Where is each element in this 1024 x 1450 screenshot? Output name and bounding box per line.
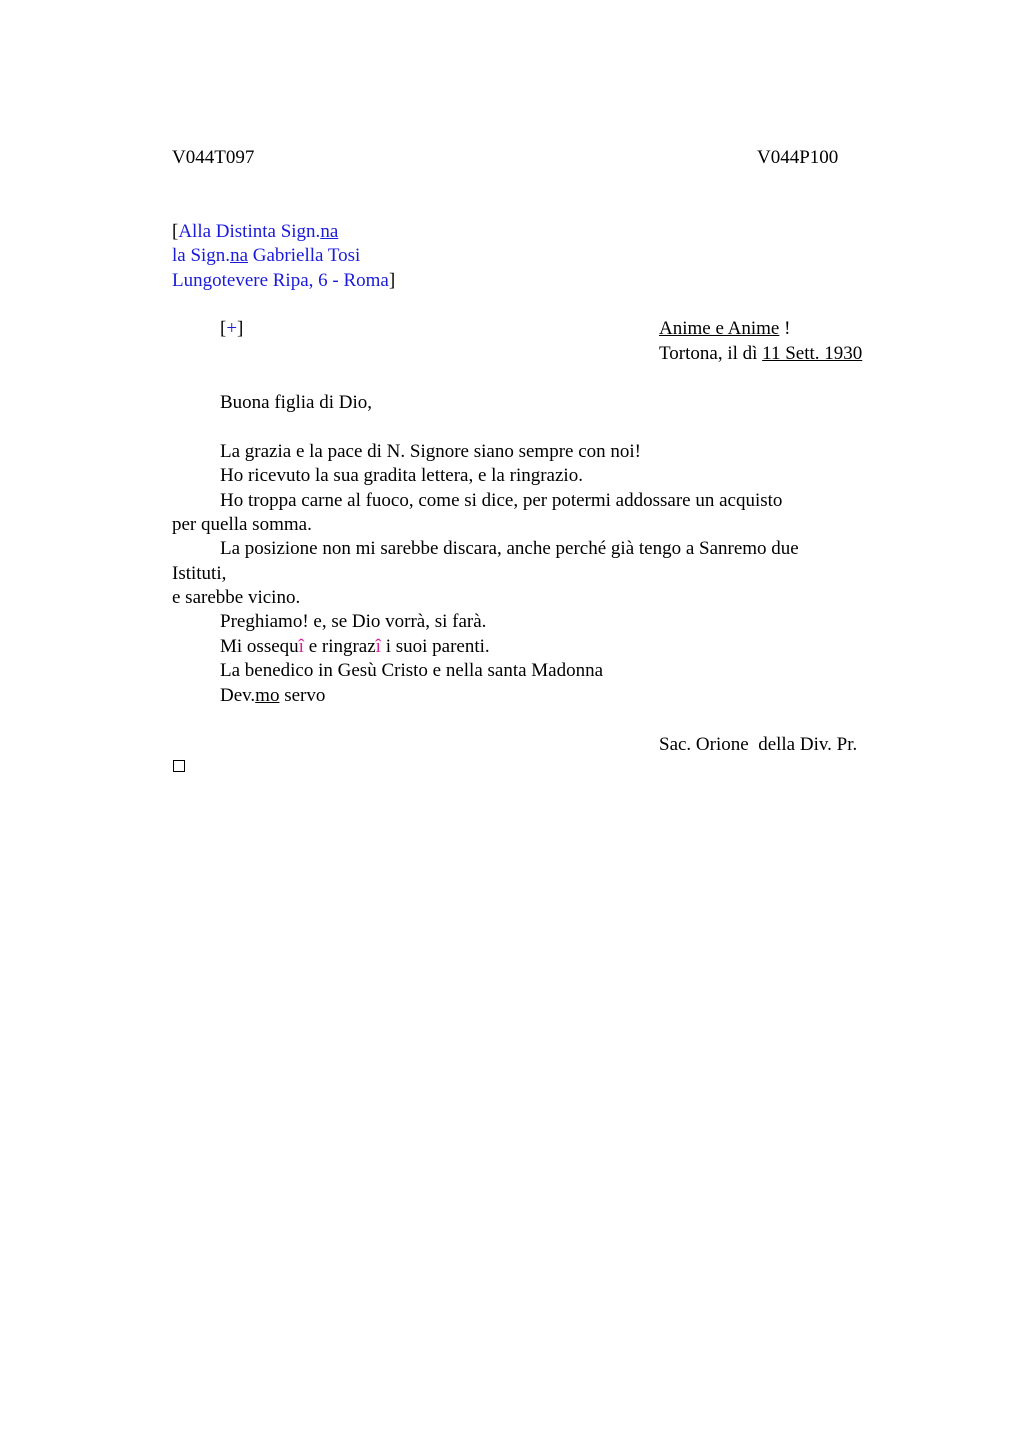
cross-icon: +: [226, 318, 238, 339]
address-open-bracket: [: [172, 221, 179, 242]
address-line-3: [172, 269, 395, 293]
body-line: per quella somma.: [172, 514, 312, 535]
address-abbreviation: na: [320, 221, 339, 242]
motto-text: Anime e Anime: [659, 318, 780, 339]
closing-line: [220, 684, 325, 708]
cross-close-bracket: ]: [237, 318, 244, 339]
body-line: Preghiamo! e, se Dio vorrà, si farà.: [220, 611, 487, 632]
address-recipient-name: Gabriella Tosi: [248, 245, 361, 266]
body-line: Istituti,: [172, 563, 227, 584]
body-line: Ho troppa carne al fuoco, come si dice, per potermi addossare un acquisto: [220, 490, 783, 511]
body-line: La grazia e la pace di N. Signore siano sempre con noi!: [220, 441, 642, 462]
body-text-fragment: Mi ossequ: [220, 636, 299, 657]
address-line-2: [172, 244, 360, 268]
closing-prefix: Dev.: [220, 685, 256, 706]
motto-suffix: !: [779, 318, 791, 339]
body-line: [220, 635, 490, 659]
accent-mark: î: [375, 636, 381, 657]
address-close-bracket: ]: [388, 270, 396, 291]
address-street: Lungotevere Ripa, 6 - Roma: [172, 270, 389, 291]
body-text-fragment: e ringraz: [303, 636, 376, 657]
body-line: La benedico in Gesù Cristo e nella santa Madonna: [220, 660, 604, 681]
place-date: [659, 342, 862, 366]
accent-mark: î: [298, 636, 304, 657]
body-line: La posizione non mi sarebbe discara, anche perché già tengo a Sanremo due: [220, 538, 799, 559]
address-recipient-title: Alla Distinta Sign.: [178, 221, 321, 242]
body-text-fragment: i suoi parenti.: [380, 636, 490, 657]
address-name-prefix: la Sign.: [172, 245, 231, 266]
document-code-left: V044T097: [172, 147, 255, 168]
body-line: Ho ricevuto la sua gradita lettera, e la ringrazio.: [220, 465, 583, 486]
place-text: Tortona, il dì: [659, 343, 763, 364]
cross-mark: [220, 317, 243, 341]
cross-open-bracket: [: [220, 318, 227, 339]
closing-word: servo: [279, 685, 326, 706]
closing-abbreviation: mo: [255, 685, 280, 706]
body-line: e sarebbe vicino.: [172, 587, 301, 608]
letter-date: 11 Sett. 1930: [762, 343, 863, 364]
signature: Sac. Orione della Div. Pr.: [659, 734, 858, 755]
salutation: Buona figlia di Dio,: [220, 392, 372, 413]
address-abbreviation-2: na: [230, 245, 248, 266]
square-icon: [173, 760, 185, 772]
motto: [659, 317, 790, 341]
address-line-1: [172, 220, 338, 244]
document-code-right: V044P100: [757, 147, 839, 168]
